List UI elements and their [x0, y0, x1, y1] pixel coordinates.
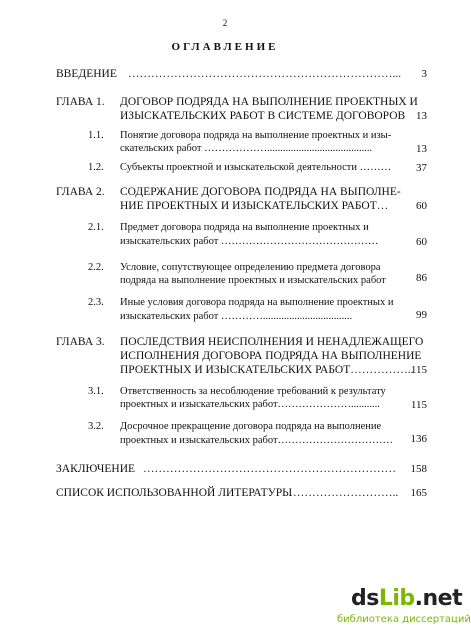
toc-entry-line: ДОГОВОР ПОДРЯДА НА ВЫПОЛНЕНИЕ ПРОЕКТНЫХ И	[120, 96, 418, 108]
toc-entry-line: проектных и изыскательских работ……………………………	[120, 435, 394, 446]
toc-entry-line: Иные условия договора подряда на выполнение проектных и	[120, 297, 394, 308]
toc-entry-label: ВВЕДЕНИЕ	[56, 68, 117, 80]
dslib-logo: dsLib.net	[351, 586, 463, 611]
toc-entry-label: ГЛАВА 2.	[56, 186, 105, 198]
toc-entry-page: 99	[416, 309, 427, 321]
toc-entry-page: 60	[416, 236, 427, 248]
toc-entry-line: Условие, сопутствующее определению предмета договора	[120, 262, 381, 273]
toc-entry-label: 2.1.	[88, 222, 104, 233]
toc-entry-page: 115	[410, 364, 427, 376]
toc-entry-line: ИЗЫСКАТЕЛЬСКИХ РАБОТ В СИСТЕМЕ ДОГОВОРОВ	[120, 110, 406, 122]
toc-entry-line: изыскательских работ ………………………………………	[120, 236, 379, 247]
toc-entry-line: скательских работ ………………........................................	[120, 143, 373, 154]
toc-entry-line: ПОСЛЕДСТВИЯ НЕИСПОЛНЕНИЯ И НЕНАДЛЕЖАЩЕГО	[120, 336, 424, 348]
toc-entry-line: СОДЕРЖАНИЕ ДОГОВОРА ПОДРЯДА НА ВЫПОЛНЕ-	[120, 186, 401, 198]
dslib-subtitle: библиотека диссертаций	[337, 614, 471, 625]
toc-entry-line: Предмет договора подряда на выполнение проектных и	[120, 222, 369, 233]
toc-entry-line: Субъекты проектной и изыскательской деятельности ………	[120, 162, 392, 173]
toc-entry-label: СПИСОК ИСПОЛЬЗОВАННОЙ ЛИТЕРАТУРЫ	[56, 487, 293, 499]
toc-entry-line: проектных и изыскательских работ…………………...........	[120, 399, 380, 410]
toc-entry-label: 1.1.	[88, 130, 104, 141]
toc-entry-line: подряда на выполнение проектных и изыскательских работ	[120, 275, 386, 286]
toc-entry-line: ПРОЕКТНЫХ И ИЗЫСКАТЕЛЬСКИХ РАБОТ……………..	[120, 364, 414, 376]
toc-title: ОГЛАВЛЕНИЕ	[171, 41, 279, 53]
toc-entry-label: 1.2.	[88, 162, 104, 173]
toc-entry-page: 13	[416, 110, 427, 122]
toc-entry-label: ГЛАВА 3.	[56, 336, 105, 348]
toc-entry-line: …………………………………………………………	[143, 463, 396, 475]
toc-entry-line: Ответственность за несоблюдение требований к результату	[120, 386, 386, 397]
toc-entry-page: 60	[416, 200, 427, 212]
toc-entry-line: изыскательских работ …………..................................	[120, 311, 353, 322]
toc-entry-page: 158	[410, 463, 427, 475]
toc-entry-page: 115	[410, 399, 427, 411]
toc-entry-page: 3	[421, 68, 427, 80]
toc-entry-label: ЗАКЛЮЧЕНИЕ	[56, 463, 136, 475]
toc-entry-page: 37	[416, 162, 427, 174]
toc-entry-page: 86	[416, 272, 427, 284]
toc-entry-page: 13	[416, 143, 427, 155]
toc-entry-label: 2.2.	[88, 262, 104, 273]
toc-entry-label: 2.3.	[88, 297, 104, 308]
toc-entry-page: 165	[410, 487, 427, 499]
toc-entry-line: ИСПОЛНЕНИЯ ДОГОВОРА ПОДРЯДА НА ВЫПОЛНЕНИЕ	[120, 350, 422, 362]
page-number: 2	[222, 18, 228, 28]
toc-entry-line: ……………………………………………………………...	[128, 68, 402, 80]
toc-entry-line: НИЕ ПРОЕКТНЫХ И ИЗЫСКАТЕЛЬСКИХ РАБОТ…	[120, 200, 389, 212]
toc-entry-line: Понятие договора подряда на выполнение проектных и изы-	[120, 130, 392, 141]
toc-entry-label: 3.2.	[88, 421, 104, 432]
toc-entry-line: Досрочное прекращение договора подряда на выполнение	[120, 421, 382, 432]
toc-entry-line: ………………………..	[289, 487, 399, 499]
toc-entry-label: 3.1.	[88, 386, 104, 397]
toc-entry-page: 136	[410, 433, 427, 445]
dslib-watermark	[333, 586, 471, 630]
toc-entry-label: ГЛАВА 1.	[56, 96, 105, 108]
